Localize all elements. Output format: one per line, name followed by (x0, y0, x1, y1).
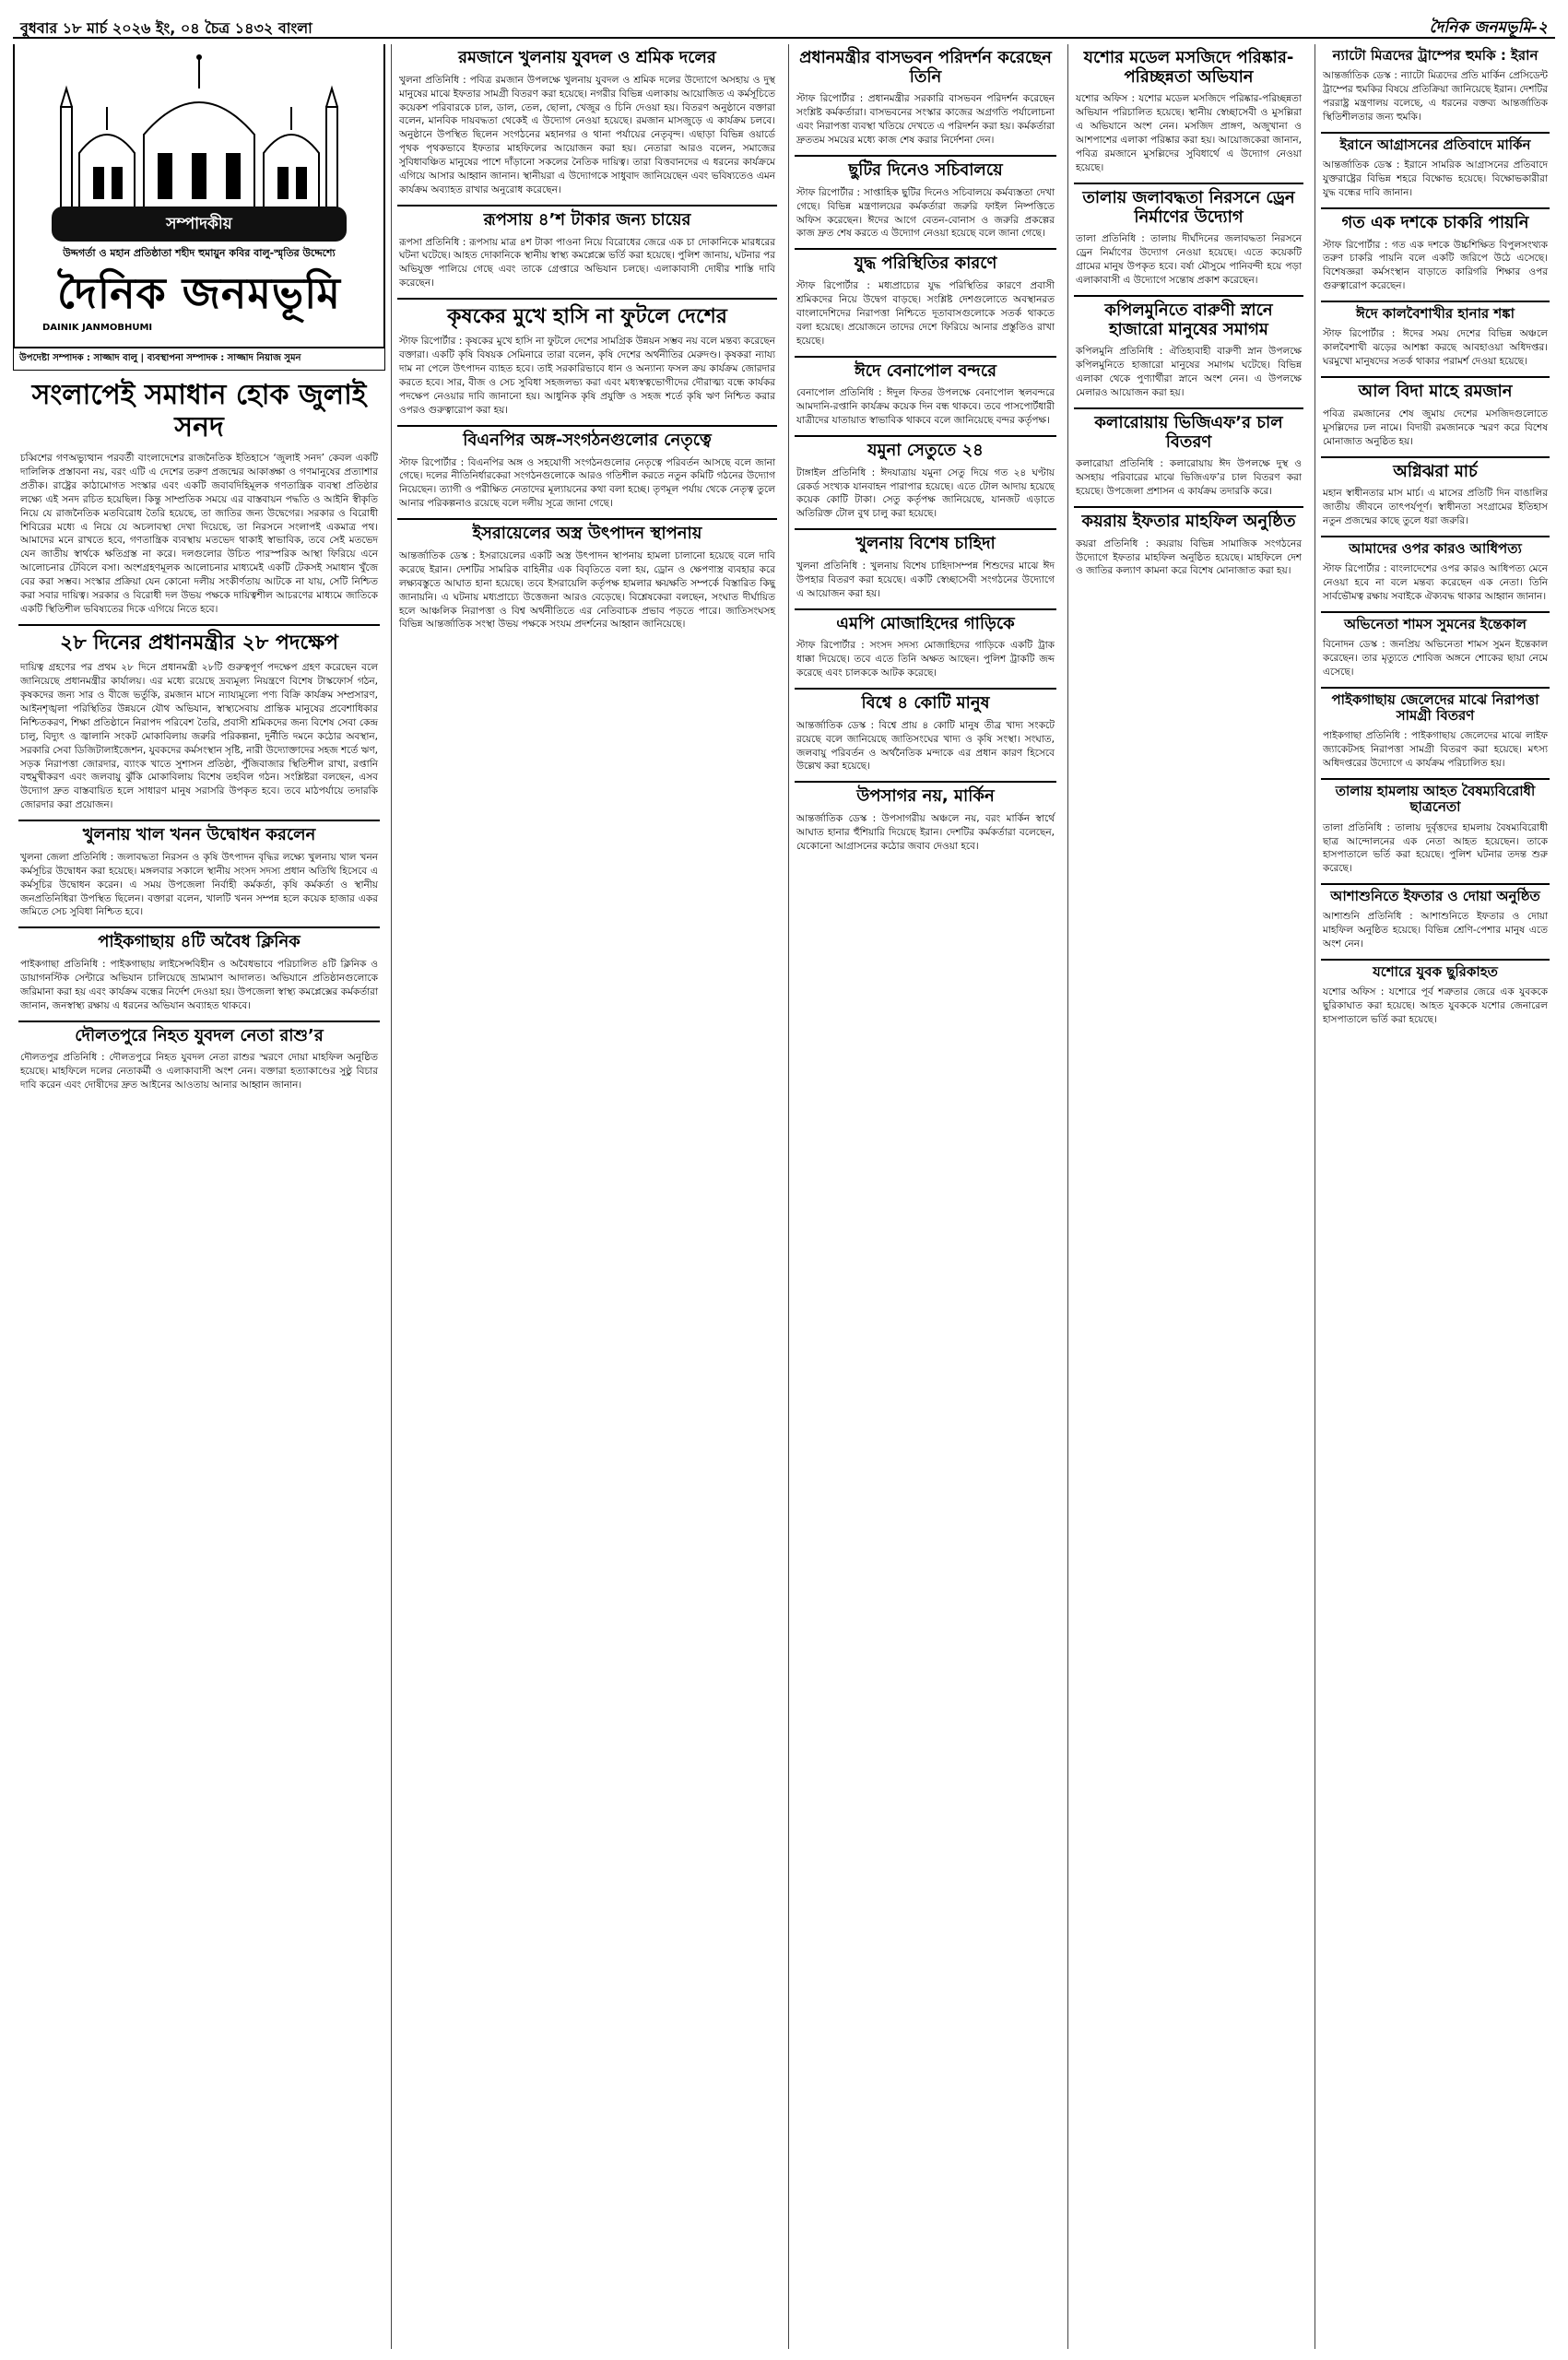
article-body: যশোর অফিস : যশোর মডেল মসজিদে পরিষ্কার-পরিচ্ছন্নতা অভিযান পরিচালিত হয়েছে। স্থানীয় স্বেচ্ছাসেবী ও মুসল্লিরা এ অভিযানে অংশ নেন। মসজিদ প্রাঙ্গণ, অজুখানা ও আশপাশের এলাকা পরিষ্কার করা হয়। আয়োজকেরা জানান, পবিত্র রমজানে মুসল্লিদের সুবিধার্থে এ উদ্যোগ নেওয়া হয়েছে। (1076, 93, 1302, 173)
article-headline: অগ্নিঝরা মার্চ (1321, 456, 1550, 485)
column-3 (788, 44, 1062, 2349)
article-headline: খুলনায় খাল খনন উদ্বোধন করলেন (18, 820, 380, 848)
article-body: খুলনা প্রতিনিধি : পবিত্র রমজান উপলক্ষে খুলনায় যুবদল ও শ্রমিক দলের উদ্যোগে অসহায় ও দুস্থ মানুষের মাঝে ইফতার সামগ্রী বিতরণ করা হয়েছে। নগরীর বিভিন্ন এলাকায় আয়োজিত এ কর্মসূচিতে কয়েকশ পরিবারকে চাল, ডাল, তেল, ছোলা, খেজুর ও চিনি দেওয়া হয়। বিতরণ অনুষ্ঠানে বক্তারা বলেন, মানবিক দায়বদ্ধতা থেকেই এ উদ্যোগ নেওয়া হয়েছে। রমজান মাসজুড়ে এ কার্যক্রম চলবে। অনুষ্ঠানে উপস্থিত ছিলেন সংগঠনের মহানগর ও থানা পর্যায়ের নেতৃবৃন্দ। এছাড়া বিভিন্ন ওয়ার্ডে পৃথক পৃথকভাবে ইফতার মাহফিলের আয়োজন করা হয়। নেতারা আরও বলেন, সমাজের সুবিধাবঞ্চিত মানুষের পাশে দাঁড়ানো সকলের নৈতিক দায়িত্ব। তারা বিত্তবানদের এ ধরনের কার্যক্রমে এগিয়ে আসার আহ্বান জানান। স্থানীয়রা এ উদ্যোগকে সাধুবাদ জানিয়েছেন এবং ভবিষ্যতেও এমন কার্যক্রম অব্যাহত রাখার অনুরোধ করেছেন। (399, 74, 775, 195)
article-headline: কপিলমুনিতে বারুণী স্নানে হাজারো মানুষের সমাগম (1074, 295, 1303, 342)
article-headline: ঈদে বেনাপোল বন্দরে (795, 356, 1056, 384)
article-body: যশোর অফিস : যশোরে পূর্ব শত্রুতার জেরে এক যুবককে ছুরিকাঘাত করা হয়েছে। আহত যুবককে যশোর জেনারেল হাসপাতালে ভর্তি করা হয়েছে। (1323, 986, 1548, 1026)
article-body: পবিত্র রমজানের শেষ জুমায় দেশের মসজিদগুলোতে মুসল্লিদের ঢল নামে। বিদায়ী রমজানকে স্মরণ করে বিশেষ মোনাজাত অনুষ্ঠিত হয়। (1323, 407, 1548, 447)
article-headline: ছুটির দিনেও সচিবালয়ে (795, 155, 1056, 183)
article-headline: খুলনায় বিশেষ চাহিদা (795, 528, 1056, 557)
article-headline: প্রধানমন্ত্রীর বাসভবন পরিদর্শন করেছেন তিনি (799, 48, 1052, 87)
column-5 (1315, 44, 1555, 2349)
article-headline: ইসরায়েলের অস্ত্র উৎপাদন স্থাপনায় (397, 518, 777, 547)
article-body: বিনোদন ডেস্ক : জনপ্রিয় অভিনেতা শামস সুমন ইন্তেকাল করেছেন। তার মৃত্যুতে শোবিজ অঙ্গনে শোকের ছায়া নেমে এসেছে। (1323, 639, 1548, 678)
top-bar (13, 11, 1555, 39)
article-body: কলারোয়া প্রতিনিধি : কলারোয়ায় ঈদ উপলক্ষে দুস্থ ও অসহায় পরিবারের মাঝে ভিজিএফ’র চাল বিতরণ করা হয়েছে। উপজেলা প্রশাসন এ কার্যক্রম তদারকি করে। (1076, 458, 1302, 497)
article-body: কয়রা প্রতিনিধি : কয়রায় বিভিন্ন সামাজিক সংগঠনের উদ্যোগে ইফতার মাহফিল অনুষ্ঠিত হয়েছে। মাহফিলে দেশ ও জাতির কল্যাণ কামনা করে বিশেষ মোনাজাত করা হয়। (1076, 537, 1302, 577)
article-body: দায়িত্ব গ্রহণের পর প্রথম ২৮ দিনে প্রধানমন্ত্রী ২৮টি গুরুত্বপূর্ণ পদক্ষেপ গ্রহণ করেছেন বলে জানিয়েছে প্রধানমন্ত্রীর কার্যালয়। এর মধ্যে রয়েছে দ্রব্যমূল্য নিয়ন্ত্রণে বিশেষ টাস্কফোর্স গঠন, কৃষকদের জন্য সার ও বীজে ভর্তুকি, রমজান মাসে ন্যায্যমূল্যে পণ্য বিক্রি কার্যক্রম সম্প্রসারণ, আইনশৃঙ্খলা পরিস্থিতির উন্নয়নে যৌথ অভিযান, স্বাস্থ্যসেবায় প্রান্তিক মানুষের প্রবেশাধিকার নিশ্চিতকরণ, শিক্ষা প্রতিষ্ঠানে নিরাপদ পরিবেশ তৈরি, প্রবাসী শ্রমিকদের জন্য বিশেষ সেবা কেন্দ্র চালু, বিদ্যুৎ ও জ্বালানি সংকট মোকাবিলায় জরুরি পরিকল্পনা, দুর্নীতি দমনে কঠোর অবস্থান, সরকারি সেবা ডিজিটালাইজেশন, যুবকদের কর্মসংস্থান সৃষ্টি, নারী উদ্যোক্তাদের সহজ শর্তে ঋণ, সড়ক নিরাপত্তা জোরদার, ব্যাংক খাতে সুশাসন প্রতিষ্ঠা, পুঁজিবাজার স্থিতিশীল রাখা, রপ্তানি বহুমুখীকরণ এবং জলবায়ু ঝুঁকি মোকাবিলায় বিশেষ তহবিল গঠন। সংশ্লিষ্টরা বলছেন, এসব উদ্যোগ দ্রুত বাস্তবায়িত হলে সাধারণ মানুষ সরাসরি উপকৃত হবে। তবে মাঠপর্যায়ে তদারকি জোরদার করা প্রয়োজন। (20, 662, 378, 811)
article-headline: যশোরে যুবক ছুরিকাহত (1321, 959, 1550, 983)
editor-line: উপদেষ্টা সম্পাদক : সাজ্জাদ বালু | ব্যবস্থাপনা সম্পাদক : সাজ্জাদ নিয়াজ সুমন (13, 348, 385, 371)
article-headline: আমাদের ওপর কারও আধিপত্য (1321, 536, 1550, 560)
article-headline: দৌলতপুরে নিহত যুবদল নেতা রাশু’র (18, 1021, 380, 1049)
article-body: স্টাফ রিপোর্টার : মধ্যপ্রাচ্যের যুদ্ধ পরিস্থিতির কারণে প্রবাসী শ্রমিকদের নিয়ে উদ্বেগ বাড়ছে। সংশ্লিষ্ট দেশগুলোতে অবস্থানরত বাংলাদেশিদের নিরাপত্তা নিশ্চিতে দূতাবাসগুলোকে সতর্ক থাকতে বলা হয়েছে। প্রয়োজনে তাদের দেশে ফিরিয়ে আনার প্রস্তুতিও রাখা হয়েছে। (796, 280, 1055, 347)
editorial-title: সংলাপেই সমাধান হোক জুলাই সনদ (31, 379, 367, 443)
article-headline: কয়রায় ইফতার মাহফিল অনুষ্ঠিত (1074, 506, 1303, 535)
article-headline: যুদ্ধ পরিস্থিতির কারণে (795, 248, 1056, 277)
article-headline: রূপসায় ৪’শ টাকার জন্য চায়ের (397, 205, 777, 233)
column-1 (13, 44, 385, 2349)
article-body: তালা প্রতিনিধি : তালায় দুর্বৃত্তদের হামলায় বৈষম্যবিরোধী ছাত্র আন্দোলনের এক নেতা আহত হয়েছেন। তাকে হাসপাতালে ভর্তি করা হয়েছে। পুলিশ ঘটনার তদন্ত শুরু করেছে। (1323, 821, 1548, 875)
article-headline: উপসাগর নয়, মার্কিন (795, 781, 1056, 809)
article-body: আন্তর্জাতিক ডেস্ক : ন্যাটো মিত্রদের প্রতি মার্কিন প্রেসিডেন্ট ট্রাম্পের হুমকির বিষয়ে প্রতিক্রিয়া জানিয়েছে ইরান। দেশটির পররাষ্ট্র মন্ত্রণালয় বলেছে, এ ধরনের বক্তব্য আন্তর্জাতিক স্থিতিশীলতার জন্য হুমকি। (1323, 70, 1548, 123)
issue-date: বুধবার ১৮ মার্চ ২০২৬ ইং, ০৪ চৈত্র ১৪৩২ বাংলা (20, 19, 312, 37)
editorial-masthead (13, 44, 385, 348)
article-body: স্টাফ রিপোর্টার : সংসদ সদস্য মোজাহিদের গাড়িকে একটি ট্রাক ধাক্কা দিয়েছে। তবে এতে তিনি অক্ষত আছেন। পুলিশ ট্রাকটি জব্দ করেছে এবং চালককে আটক করেছে। (796, 640, 1055, 679)
article-body: মহান স্বাধীনতার মাস মার্চ। এ মাসের প্রতিটি দিন বাঙালির জাতীয় জীবনে তাৎপর্যপূর্ণ। স্বাধীনতা সংগ্রামের ইতিহাস নতুন প্রজন্মের কাছে তুলে ধরা জরুরি। (1323, 488, 1548, 527)
article-headline: কৃষকের মুখে হাসি না ফুটলে দেশের (397, 298, 777, 332)
article-body: রূপসা প্রতিনিধি : রূপসায় মাত্র ৪শ টাকা পাওনা নিয়ে বিরোধের জেরে এক চা দোকানিকে মারধরের ঘটনা ঘটেছে। আহত দোকানিকে স্থানীয় স্বাস্থ্য কমপ্লেক্সে ভর্তি করা হয়েছে। পুলিশ জানায়, ঘটনার পর অভিযুক্ত পালিয়ে গেছে এবং তাকে গ্রেপ্তারে অভিযান চলছে। এলাকাবাসী দোষীর শাস্তি দাবি করেছেন। (399, 236, 775, 289)
article-body: স্টাফ রিপোর্টার : বিএনপির অঙ্গ ও সহযোগী সংগঠনগুলোর নেতৃত্বে পরিবর্তন আসছে বলে জানা গেছে। দলের নীতিনির্ধারকেরা সংগঠনগুলোকে আরও গতিশীল করতে নতুন কমিটি গঠনের উদ্যোগ নিয়েছেন। ত্যাগী ও পরীক্ষিত নেতাদের মূল্যায়নের কথা বলা হচ্ছে। তৃণমূল পর্যায় থেকে নেতৃত্ব তুলে আনার পরিকল্পনাও রয়েছে বলে দলীয় সূত্রে জানা গেছে। (399, 456, 775, 510)
column-2 (391, 44, 783, 2349)
article-headline: পাইকগাছায় ৪টি অবৈধ ক্লিনিক (18, 926, 380, 955)
article-body: স্টাফ রিপোর্টার : সাপ্তাহিক ছুটির দিনেও সচিবালয়ে কর্মব্যস্ততা দেখা গেছে। বিভিন্ন মন্ত্রণালয়ের কর্মকর্তারা জরুরি ফাইল নিষ্পত্তিতে অফিস করেছেন। ঈদের আগে বেতন-বোনাস ও জরুরি প্রকল্পের কাজ দ্রুত শেষ করতে এ উদ্যোগ নেওয়া হয়েছে বলে জানা গেছে। (796, 186, 1055, 240)
article-body: স্টাফ রিপোর্টার : ঈদের সময় দেশের বিভিন্ন অঞ্চলে কালবৈশাখী ঝড়ের আশঙ্কা করছে আবহাওয়া অধিদপ্তর। ঘরমুখো মানুষদের সতর্ক থাকার পরামর্শ দেওয়া হয়েছে। (1323, 328, 1548, 368)
article-body: খুলনা জেলা প্রতিনিধি : জলাবদ্ধতা নিরসন ও কৃষি উৎপাদন বৃদ্ধির লক্ষ্যে খুলনায় খাল খনন কর্মসূচির উদ্বোধন করা হয়েছে। মঙ্গলবার সকালে স্থানীয় সংসদ সদস্য প্রধান অতিথি হিসেবে এ কর্মসূচির উদ্বোধন করেন। এ সময় উপজেলা নির্বাহী কর্মকর্তা, কৃষি কর্মকর্তা ও স্থানীয় জনপ্রতিনিধিরা উপস্থিত ছিলেন। বক্তারা বলেন, খালটি খনন সম্পন্ন হলে কয়েক হাজার একর জমিতে সেচ সুবিধা নিশ্চিত হবে। (20, 851, 378, 918)
article-headline: বিএনপির অঙ্গ-সংগঠনগুলোর নেতৃত্বে (397, 425, 777, 454)
article-headline: যমুনা সেতুতে ২৪ (795, 435, 1056, 464)
article-body: টাঙ্গাইল প্রতিনিধি : ঈদযাত্রায় যমুনা সেতু দিয়ে গত ২৪ ঘণ্টায় রেকর্ড সংখ্যক যানবাহন পারাপার হয়েছে। এতে টোল আদায় হয়েছে কয়েক কোটি টাকা। সেতু কর্তৃপক্ষ জানিয়েছে, যানজট এড়াতে অতিরিক্ত টোল বুথ চালু করা হয়েছে। (796, 466, 1055, 520)
mosque-dome-illustration (42, 52, 356, 218)
article-body: তালা প্রতিনিধি : তালায় দীর্ঘদিনের জলাবদ্ধতা নিরসনে ড্রেন নির্মাণের উদ্যোগ নেওয়া হয়েছে। এতে কয়েকটি গ্রামের মানুষ উপকৃত হবে। বর্ষা মৌসুমে পানিবন্দী হয়ে পড়া এলাকাবাসী এ উদ্যোগে সন্তোষ প্রকাশ করেছেন। (1076, 233, 1302, 286)
article-headline: কলারোয়ায় ভিজিএফ’র চাল বিতরণ (1074, 407, 1303, 454)
article-body: আন্তর্জাতিক ডেস্ক : ইসরায়েলের একটি অস্ত্র উৎপাদন স্থাপনায় হামলা চালানো হয়েছে বলে দাবি করেছে ইরান। দেশটির সামরিক বাহিনীর এক বিবৃতিতে বলা হয়, ড্রোন ও ক্ষেপণাস্ত্র ব্যবহার করে লক্ষ্যবস্তুতে আঘাত হানা হয়েছে। তবে ইসরায়েলি কর্তৃপক্ষ হামলার ক্ষয়ক্ষতি সম্পর্কে বিস্তারিত কিছু জানায়নি। এ ঘটনায় মধ্যপ্রাচ্যে উত্তেজনা আরও বেড়েছে। বিশ্লেষকেরা বলছেন, সংঘাত দীর্ঘায়িত হলে আঞ্চলিক নিরাপত্তা ও বিশ্ব অর্থনীতিতে এর নেতিবাচক প্রভাব পড়তে পারে। জাতিসংঘসহ বিভিন্ন আন্তর্জাতিক সংস্থা উভয় পক্ষকে সংযম প্রদর্শনের আহ্বান জানিয়েছে। (399, 549, 775, 631)
article-headline: ঈদে কালবৈশাখীর হানার শঙ্কা (1321, 301, 1550, 324)
article-body: কপিলমুনি প্রতিনিধি : ঐতিহ্যবাহী বারুণী স্নান উপলক্ষে কপিলমুনিতে হাজারো মানুষের সমাগম ঘটেছে। বিভিন্ন এলাকা থেকে পুণ্যার্থীরা স্নানে অংশ নেন। এ উপলক্ষে মেলারও আয়োজন করা হয়। (1076, 346, 1302, 398)
founder-line: উদ্দগর্তা ও মহান প্রতিষ্ঠাতা শহীদ হুমায়ুন কবির বালু-স্মৃতির উদ্দেশ্যে (63, 247, 336, 259)
newspaper-nameplate: দৈনিক জনমভূমি (57, 268, 341, 318)
article-body: আশাশুনি প্রতিনিধি : আশাশুনিতে ইফতার ও দোয়া মাহফিল অনুষ্ঠিত হয়েছে। বিভিন্ন শ্রেণি-পেশার মানুষ এতে অংশ নেন। (1323, 911, 1548, 950)
article-headline: ২৮ দিনের প্রধানমন্ত্রীর ২৮ পদক্ষেপ (18, 624, 380, 658)
article-headline: আল বিদা মাহে রমজান (1321, 376, 1550, 405)
article-headline: ন্যাটো মিত্রদের ট্রাম্পের হুমকি : ইরান (1332, 47, 1539, 64)
article-headline: যশোর মডেল মসজিদে পরিষ্কার-পরিচ্ছন্নতা অভিযান (1083, 48, 1294, 87)
article-body: দৌলতপুর প্রতিনিধি : দৌলতপুরে নিহত যুবদল নেতা রাশুর স্মরণে দোয়া মাহফিল অনুষ্ঠিত হয়েছে। মাহফিলে দলের নেতাকর্মী ও এলাকাবাসী অংশ নেন। বক্তারা হত্যাকাণ্ডের সুষ্ঠু বিচার দাবি করেন এবং দোষীদের দ্রুত আইনের আওতায় আনার আহ্বান জানান। (20, 1052, 378, 1092)
nameplate-english: DAINIK JANMOBHUMI (42, 323, 153, 333)
newspaper-page (13, 11, 1555, 2349)
editorial-body: চব্বিশের গণঅভ্যুত্থান পরবর্তী বাংলাদেশের রাজনৈতিক ইতিহাসে ‘জুলাই সনদ’ কেবল একটি দালিলিক প্রস্তাবনা নয়, বরং এটি এ দেশের তরুণ প্রজন্মের আকাঙ্ক্ষা ও গণমানুষের প্রত্যাশার প্রতীক। রাষ্ট্রের কাঠামোগত সংস্কার এবং একটি জবাবদিহিমূলক গণতান্ত্রিক ব্যবস্থা প্রতিষ্ঠার লক্ষ্যে এই সনদ রচিত হয়েছিল। কিন্তু সাম্প্রতিক সময়ে এর বাস্তবায়ন পদ্ধতি ও আইনি স্বীকৃতি নিয়ে যে রাজনৈতিক মতবিরোধ তৈরি হয়েছে, তা জাতির জন্য উদ্বেগের। সরকার ও বিরোধী শিবিরের মধ্যে এ নিয়ে যে অচলাবস্থা দেখা দিয়েছে, তা নিরসনে সংলাপই একমাত্র পথ। আমাদের মনে রাখতে হবে, গণতান্ত্রিক ব্যবস্থায় মতভেদ থাকাই স্বাভাবিক, তবে সেই মতভেদ যেন জাতীয় স্বার্থকে ক্ষতিগ্রস্ত না করে। দলগুলোর উচিত পারস্পরিক আস্থা ফিরিয়ে এনে আলোচনার টেবিলে বসা। অংশগ্রহণমূলক আলোচনার মাধ্যমেই একটি টেকসই সমাধান খুঁজে বের করা সম্ভব। সংস্কার প্রক্রিয়া যেন কোনো দলীয় সংকীর্ণতায় আটকে না যায়, সেটি নিশ্চিত করা সবার দায়িত্ব। সরকার ও বিরোধী দল উভয় পক্ষকে দায়িত্বশীল আচরণের মাধ্যমে জাতিকে একটি স্থিতিশীল ভবিষ্যতের দিকে এগিয়ে নিতে হবে। (20, 453, 378, 615)
article-body: পাইকগাছা প্রতিনিধি : পাইকগাছায় জেলেদের মাঝে লাইফ জ্যাকেটসহ নিরাপত্তা সামগ্রী বিতরণ করা হয়েছে। মৎস্য অধিদপ্তরের উদ্যোগে এ কার্যক্রম পরিচালিত হয়। (1323, 730, 1548, 770)
article-body: আন্তর্জাতিক ডেস্ক : ইরানে সামরিক আগ্রাসনের প্রতিবাদে যুক্তরাষ্ট্রের বিভিন্ন শহরে বিক্ষোভ হয়েছে। বিক্ষোভকারীরা যুদ্ধ বন্ধের দাবি জানান। (1323, 159, 1548, 198)
article-body: স্টাফ রিপোর্টার : কৃষকের মুখে হাসি না ফুটলে দেশের সামগ্রিক উন্নয়ন সম্ভব নয় বলে মন্তব্য করেছেন বক্তারা। একটি কৃষি বিষয়ক সেমিনারে তারা বলেন, কৃষি দেশের অর্থনীতির মেরুদণ্ড। কৃষকরা ন্যায্য দাম না পেলে উৎপাদন ব্যাহত হবে। তাই সরকারিভাবে ধান ও অন্যান্য ফসল ক্রয় কার্যক্রম জোরদার করতে হবে। সার, বীজ ও সেচ সুবিধা সহজলভ্য করা এবং মধ্যস্বত্বভোগীদের দৌরাত্ম্য বন্ধে কার্যকর পদক্ষেপ নেওয়ার দাবি জানানো হয়। আধুনিক কৃষি প্রযুক্তি ও সহজ শর্তে কৃষি ঋণ নিশ্চিত করার ওপরও গুরুত্বারোপ করা হয়। (399, 336, 775, 416)
article-body: বেনাপোল প্রতিনিধি : ঈদুল ফিতর উপলক্ষে বেনাপোল স্থলবন্দরে আমদানি-রপ্তানি কার্যক্রম কয়েক দিন বন্ধ থাকবে। তবে পাসপোর্টধারী যাত্রীদের যাতায়াত স্বাভাবিক থাকবে বলে জানিয়েছে বন্দর কর্তৃপক্ষ। (796, 387, 1055, 427)
article-headline: আশাশুনিতে ইফতার ও দোয়া অনুষ্ঠিত (1321, 883, 1550, 907)
article-headline: গত এক দশকে চাকরি পায়নি (1321, 207, 1550, 236)
article-headline: পাইকগাছায় জেলেদের মাঝে নিরাপত্তা সামগ্রী বিতরণ (1321, 687, 1550, 727)
editorial-band: সম্পাদকীয় (52, 206, 347, 242)
article-body: খুলনা প্রতিনিধি : খুলনায় বিশেষ চাহিদাসম্পন্ন শিশুদের মাঝে ঈদ উপহার বিতরণ করা হয়েছে। একটি স্বেচ্ছাসেবী সংগঠনের উদ্যোগে এ আয়োজন করা হয়। (796, 560, 1055, 599)
article-headline: তালায় হামলায় আহত বৈষম্যবিরোধী ছাত্রনেতা (1321, 778, 1550, 819)
article-headline: এমপি মোজাহিদের গাড়িকে (795, 608, 1056, 637)
page-folio: দৈনিক জনমভূমি-২ (1429, 18, 1548, 37)
article-body: আন্তর্জাতিক ডেস্ক : বিশ্বে প্রায় ৪ কোটি মানুষ তীব্র খাদ্য সংকটে রয়েছে বলে জানিয়েছে জাতিসংঘের খাদ্য ও কৃষি সংস্থা। সংঘাত, জলবায়ু পরিবর্তন ও অর্থনৈতিক মন্দাকে এর প্রধান কারণ হিসেবে উল্লেখ করা হয়েছে। (796, 719, 1055, 773)
article-headline: অভিনেতা শামস সুমনের ইন্তেকাল (1321, 611, 1550, 635)
article-body: স্টাফ রিপোর্টার : প্রধানমন্ত্রীর সরকারি বাসভবন পরিদর্শন করেছেন সংশ্লিষ্ট কর্মকর্তারা। বাসভবনের সংস্কার কাজের অগ্রগতি পর্যালোচনা এবং নিরাপত্তা ব্যবস্থা খতিয়ে দেখতে এ পরিদর্শন করা হয়। কর্মকর্তারা দ্রুততম সময়ের মধ্যে কাজ শেষ করার নির্দেশনা দেন। (796, 93, 1055, 147)
column-4 (1067, 44, 1309, 2349)
article-headline: ইরানে আগ্রাসনের প্রতিবাদে মার্কিন (1321, 132, 1550, 156)
article-headline: রমজানে খুলনায় যুবদল ও শ্রমিক দলের (458, 48, 716, 67)
article-body: স্টাফ রিপোর্টার : গত এক দশকে উচ্চশিক্ষিত বিপুলসংখ্যক তরুণ চাকরি পায়নি বলে একটি জরিপে উঠে এসেছে। বিশেষজ্ঞরা কর্মসংস্থান বাড়াতে কারিগরি শিক্ষার ওপর গুরুত্বারোপ করেছেন। (1323, 239, 1548, 292)
article-body: স্টাফ রিপোর্টার : বাংলাদেশের ওপর কারও আধিপত্য মেনে নেওয়া হবে না বলে মন্তব্য করেছেন এক নেতা। তিনি সার্বভৌমত্ব রক্ষায় সবাইকে ঐক্যবদ্ধ থাকার আহ্বান জানান। (1323, 563, 1548, 602)
article-body: আন্তর্জাতিক ডেস্ক : উপসাগরীয় অঞ্চলে নয়, বরং মার্কিন স্বার্থে আঘাত হানার হুঁশিয়ারি দিয়েছে ইরান। দেশটির কর্মকর্তারা বলেছেন, যেকোনো আগ্রাসনের কঠোর জবাব দেওয়া হবে। (796, 813, 1055, 852)
article-headline: তালায় জলাবদ্ধতা নিরসনে ড্রেন নির্মাণের উদ্যোগ (1074, 183, 1303, 230)
article-headline: বিশ্বে ৪ কোটি মানুষ (795, 688, 1056, 716)
article-body: পাইকগাছা প্রতিনিধি : পাইকগাছায় লাইসেন্সবিহীন ও অবৈধভাবে পরিচালিত ৪টি ক্লিনিক ও ডায়াগনস্টিক সেন্টারে অভিযান চালিয়েছে ভ্রাম্যমাণ আদালত। অভিযানে প্রতিষ্ঠানগুলোকে জরিমানা করা হয় এবং কার্যক্রম বন্ধের নির্দেশ দেওয়া হয়। উপজেলা স্বাস্থ্য কমপ্লেক্সের কর্মকর্তারা জানান, জনস্বাস্থ্য রক্ষায় এ ধরনের অভিযান অব্যাহত থাকবে। (20, 959, 378, 1011)
